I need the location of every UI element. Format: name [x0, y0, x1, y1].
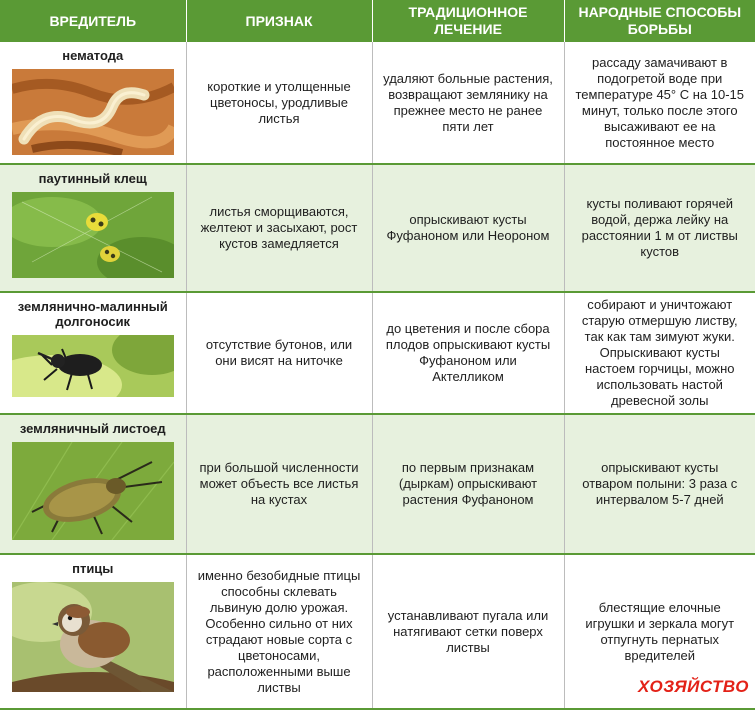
weevil-image — [12, 335, 174, 397]
header-sign: ПРИЗНАК — [186, 0, 372, 42]
table-row — [0, 42, 755, 164]
pest-name: землянично-малинный долгоносик — [17, 299, 168, 329]
sparrow-image — [12, 582, 174, 692]
folk-cell: кусты поливают горячей водой, держа лейку на расстоянии 1 м от листвы кустов — [564, 164, 755, 292]
folk-cell: опрыскивают кусты отваром полыни: 3 раза с интервалом 5-7 дней — [564, 414, 755, 554]
pest-cell — [0, 292, 186, 414]
sign-cell: именно безобидные птицы способны склевать львиную долю урожая. Особенно сильно от них страдают новые сорта с цветоносами, расположенными выше листвы — [186, 554, 372, 709]
folk-cell: рассаду замачивают в подогретой воде при температуре 45° С на 10-15 минут, только после этого высаживают ее на постоянное место — [564, 42, 755, 164]
spider-mite-image — [12, 192, 174, 278]
pest-name: птицы — [72, 561, 114, 576]
nematode-image — [12, 69, 174, 155]
leaf-beetle-image — [12, 442, 174, 540]
sign-cell: отсутствие бутонов, или они висят на ниточке — [186, 292, 372, 414]
treatment-cell: до цветения и после сбора плодов опрыскивают кусты Фуфаноном или Актелликом — [372, 292, 564, 414]
pest-cell — [0, 42, 186, 164]
treatment-cell: опрыскивают кусты Фуфаноном или Неороном — [372, 164, 564, 292]
folk-cell: собирают и уничтожают старую отмершую листву, так как там зимуют жуки. Опрыскивают кусты настоем горчицы, можно использовать настой древесной золы — [564, 292, 755, 414]
table-row — [0, 292, 755, 414]
pest-name: земляничный листоед — [19, 421, 166, 436]
folk-cell: блестящие елочные игрушки и зеркала могут отпугнуть пернатых вредителей — [564, 554, 755, 709]
treatment-cell: удаляют больные растения, возвращают землянику на прежнее место не ранее пяти лет — [372, 42, 564, 164]
pest-name: нематода — [62, 48, 124, 63]
table-row — [0, 164, 755, 292]
header-folk: НАРОДНЫЕ СПОСОБЫ БОРЬБЫ — [564, 0, 755, 42]
treatment-cell: устанавливают пугала или натягивают сетки поверх листвы — [372, 554, 564, 709]
header-treatment: ТРАДИЦИОННОЕ ЛЕЧЕНИЕ — [372, 0, 564, 42]
table-header — [0, 0, 755, 42]
pest-cell — [0, 554, 186, 709]
sign-cell: листья сморщиваются, желтеют и засыхают, рост кустов замедляется — [186, 164, 372, 292]
sign-cell: короткие и утолщенные цветоносы, уродливые листья — [186, 42, 372, 164]
publisher-logo: ХОЗЯЙСТВО — [637, 677, 749, 696]
pest-cell — [0, 414, 186, 554]
header-pest: ВРЕДИТЕЛЬ — [0, 0, 186, 42]
sign-cell: при большой численности может объесть все листья на кустах — [186, 414, 372, 554]
pest-name: паутинный клещ — [38, 171, 147, 186]
pest-cell — [0, 164, 186, 292]
table-row — [0, 414, 755, 554]
treatment-cell: по первым признакам (дыркам) опрыскивают растения Фуфаноном — [372, 414, 564, 554]
